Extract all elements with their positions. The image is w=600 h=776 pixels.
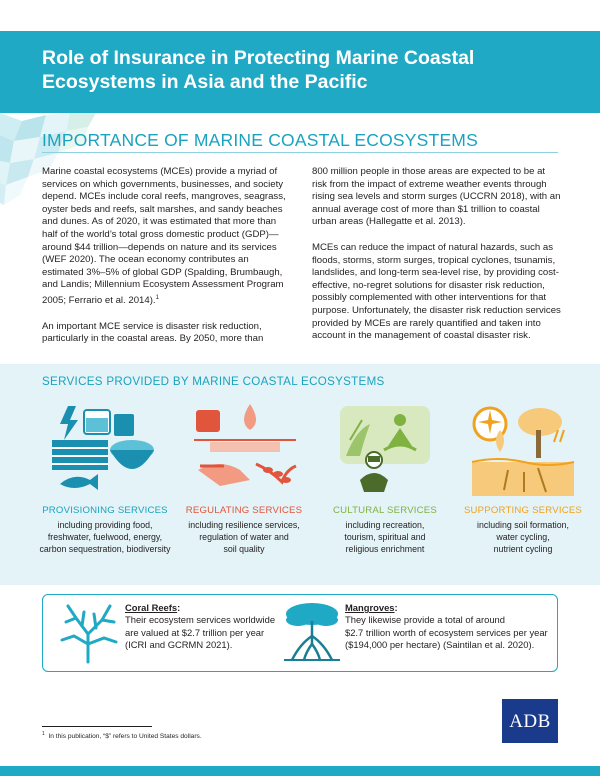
footnote-ref: 1 [155, 294, 159, 301]
cultural-icon [330, 400, 440, 498]
regulating-services-title: REGULATING SERVICES [185, 505, 303, 516]
footnote-divider [42, 726, 152, 727]
paragraph [42, 166, 292, 308]
provisioning-services-title: PROVISIONING SERVICES [42, 505, 168, 516]
supporting-services-description: including soil formation, water cycling, nutrient cycling [477, 520, 569, 554]
regulating-services-description: including resilience services, regulation of water and soil quality [188, 520, 300, 554]
supporting-services-title: SUPPORTING SERVICES [463, 505, 583, 516]
regulating-icon [190, 400, 300, 498]
top-margin [0, 0, 600, 31]
title-line-1: Role of Insurance in Protecting Marine Coastal [42, 47, 475, 69]
title-line-2: Ecosystems in Asia and the Pacific [42, 71, 368, 93]
paragraph-text: Marine coastal ecosystems (MCEs) provide a myriad of services on which governments, businesses, and society depend. MCEs include coral reefs, mangroves, seagrass, oyster beds and reefs, salt marshes, and sandy beaches and dunes. As of 2020, it was estimated that more than half of the world’s total gross domestic product (GDP)—around $44 trillion—depends on nature and its services (WEF 2020). The ocean economy contributes an estimated 3%–5% of global GDP (Spalding, Brumbaugh, and Landis; Millennium Ecosystem Assessment Program 2005; Ferrario et al. 2014). [42, 166, 286, 307]
section-heading: IMPORTANCE OF MARINE COASTAL ECOSYSTEMS [42, 130, 478, 150]
coral-reefs-heading: Coral Reefs [125, 602, 178, 613]
services-heading: SERVICES PROVIDED BY MARINE COASTAL ECOSYSTEMS [42, 375, 385, 388]
coral-reef-icon [58, 600, 120, 664]
footnote: $^1$ In this publication, “$” refers to United States dollars. [42, 731, 202, 741]
cultural-services-title: CULTURAL SERVICES [333, 505, 437, 516]
section-divider [42, 152, 558, 153]
body-column-right [312, 166, 562, 356]
body-column-left [42, 166, 292, 359]
bottom-band [0, 766, 600, 776]
coral-reefs-text: Coral Reefs: Their ecosystem services worldwide are valued at $2.7 trillion per year (ICRI and GCRMN 2021). [125, 602, 276, 651]
provisioning-services-description: including providing food, freshwater, fuelwood, energy, carbon sequestration, biodiversity [39, 520, 171, 554]
cultural-services-description: including recreation, tourism, spiritual and religious enrichment [344, 520, 426, 554]
provisioning-icon [50, 400, 160, 498]
adb-logo: ADB [502, 699, 558, 743]
paragraph: 800 million people in those areas are expected to be at risk from the impact of extreme weather events through rising sea levels and storm surges (UCCRN 2018), with an annual average cost of more than $1 trillion to coastal urban areas (Hallegatte et al. 2013). [312, 166, 561, 228]
page-title [42, 46, 562, 94]
paragraph: An important MCE service is disaster risk reduction, particularly in the coastal areas. By 2050, more than [42, 320, 264, 345]
mangroves-heading: Mangroves [345, 602, 395, 613]
mangrove-icon [282, 600, 342, 664]
mangroves-text: Mangroves: They likewise provide a total of around $2.7 trillion worth of ecosystem services per year ($194,000 per hectare) (Saintilan et al. 2020). [345, 602, 548, 651]
paragraph: MCEs can reduce the impact of natural hazards, such as floods, storms, storm surges, tropical cyclones, tsunamis, landslides, and long-term sea-level rise, by providing cost-effective, no-regret solutions for disaster risk reduction, possibly complemented with other interventions for that purpose. Unfortunately, the disaster risk reduction services provided by MCEs are rarely quantified and taken into account in the management of coastal disaster risk. [312, 241, 561, 342]
supporting-icon [468, 400, 578, 498]
